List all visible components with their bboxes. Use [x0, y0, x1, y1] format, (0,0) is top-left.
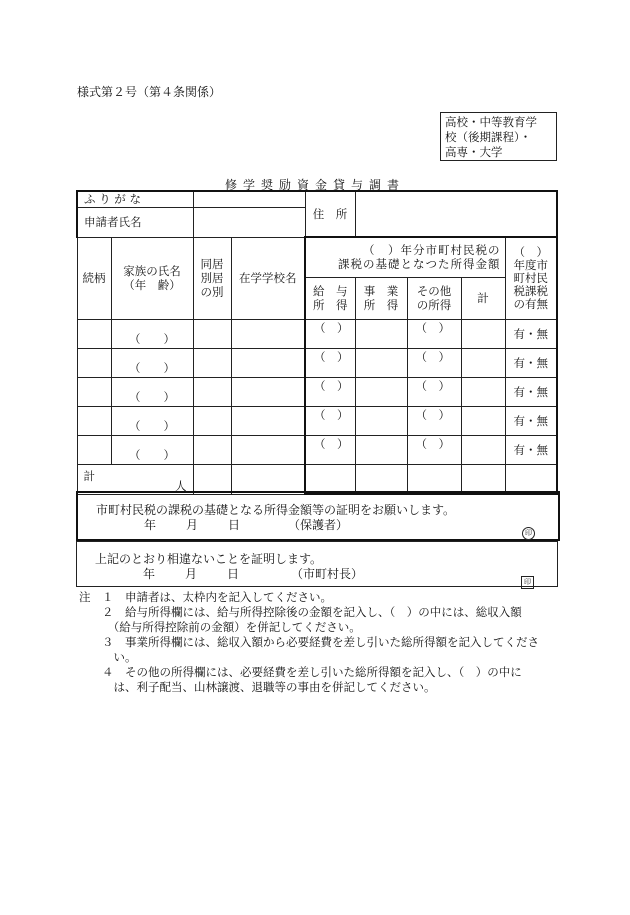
relation-header: 続柄 [77, 237, 111, 319]
salary-cell[interactable] [305, 377, 355, 406]
address-label: 住 所 [305, 191, 355, 237]
total-salary-cell[interactable] [305, 464, 355, 494]
total-family-cell [77, 464, 193, 494]
school-cell[interactable] [231, 319, 305, 348]
school-type-line: 校（後期課程）・ [445, 130, 532, 144]
note-line: は、利子配当、山林譲渡、退職等の事由を併記してください。 [79, 680, 436, 694]
relation-cell[interactable] [77, 377, 111, 406]
guardian-request-text: 市町村民税の課税の基礎となる所得金額等の証明をお願いします。 [96, 503, 456, 517]
cohabit-line: 別居 [200, 271, 224, 285]
total-cell[interactable] [461, 435, 505, 464]
other-paren: （ ） [415, 378, 450, 393]
document-title: 修学奨励資金貸与調書 [224, 178, 405, 192]
form-number-label: 様式第２号（第４条関係） [77, 85, 222, 99]
total-cohabit-cell [193, 464, 231, 494]
income-header-line: （ ）年分市町村民税の [363, 243, 501, 258]
cohabit-cell[interactable] [193, 348, 231, 377]
total-sum-cell[interactable] [461, 464, 505, 494]
other-income-header [407, 277, 461, 319]
salary-cell[interactable] [305, 348, 355, 377]
school-type-line: 高専・大学 [445, 145, 503, 159]
table-row [77, 435, 557, 464]
salary-cell[interactable] [305, 435, 355, 464]
business-line: 所 得 [363, 298, 399, 312]
relation-cell[interactable] [77, 348, 111, 377]
other-paren: （ ） [415, 320, 450, 335]
school-cell[interactable] [231, 348, 305, 377]
note-line: （給与所得控除前の金額）を併記してください。 [79, 620, 361, 634]
cohabit-line: の別 [200, 285, 224, 299]
salary-cell[interactable] [305, 319, 355, 348]
cohabit-cell[interactable] [193, 319, 231, 348]
tax-yesno-cell[interactable]: 有・無 [505, 377, 557, 406]
tax-yesno-cell[interactable]: 有・無 [505, 348, 557, 377]
business-line: 事 業 [363, 284, 399, 298]
tax-yesno-cell[interactable]: 有・無 [505, 435, 557, 464]
relation-cell[interactable] [77, 406, 111, 435]
total-cell[interactable] [461, 348, 505, 377]
table-row [77, 377, 557, 406]
business-cell[interactable] [355, 319, 407, 348]
person-unit: 人 [175, 478, 187, 493]
salary-line: 給 与 [313, 284, 348, 298]
total-cell[interactable] [461, 319, 505, 348]
income-header-line: 課税の基礎となつた所得金額 [338, 257, 501, 272]
other-paren: （ ） [415, 349, 450, 364]
total-cell[interactable] [461, 406, 505, 435]
school-cell[interactable] [231, 435, 305, 464]
salary-paren: （ ） [314, 407, 349, 422]
note-line: ３ 事業所得欄には、総収入額から必要経費を差し引いた総所得額を記入してくださ [79, 635, 539, 649]
other-paren: （ ） [415, 407, 450, 422]
tax-header-line: 町村民 [513, 270, 548, 285]
other-cell[interactable] [407, 348, 461, 377]
mayor-seal-icon: 印 [521, 569, 534, 589]
tax-header-line: 年度市 [513, 257, 548, 272]
guardian-seal-icon: 印 [522, 520, 535, 540]
school-name-header: 在学学校名 [231, 237, 305, 319]
other-line: その他 [416, 284, 452, 298]
business-cell[interactable] [355, 377, 407, 406]
age-paren: （ ） [129, 389, 175, 404]
table-row [77, 319, 557, 348]
relation-cell[interactable] [77, 319, 111, 348]
total-school-cell [231, 464, 305, 494]
tax-status-header [505, 237, 557, 319]
cohabit-cell[interactable] [193, 377, 231, 406]
table-row [77, 348, 557, 377]
family-name-cell[interactable] [111, 319, 193, 348]
tax-header-line: 税課税 [513, 283, 548, 298]
mayor-role: （市町村長） [291, 567, 364, 581]
salary-income-header [305, 277, 355, 319]
other-line: の所得 [416, 298, 452, 312]
family-age-label: （年 齢） [123, 278, 181, 292]
note-line: 注 １ 申請者は、太枠内を記入してください。 [79, 590, 332, 604]
age-paren: （ ） [129, 418, 175, 433]
salary-paren: （ ） [314, 436, 349, 451]
family-name-cell[interactable] [111, 377, 193, 406]
salary-paren: （ ） [314, 378, 349, 393]
family-name-header [111, 237, 193, 319]
other-paren: （ ） [415, 436, 450, 451]
total-cell[interactable] [461, 377, 505, 406]
total-label: 計 [83, 468, 95, 483]
salary-line: 所 得 [313, 298, 348, 312]
applicant-name-label: 申請者氏名 [77, 207, 193, 237]
other-cell[interactable] [407, 435, 461, 464]
family-name-cell[interactable] [111, 406, 193, 435]
mayor-certification-box [76, 541, 558, 587]
mayor-certification-text: 上記のとおり相違ないことを証明します。 [95, 552, 323, 566]
total-other-cell[interactable] [407, 464, 461, 494]
furigana-field[interactable] [193, 191, 305, 207]
salary-cell[interactable] [305, 406, 355, 435]
guardian-role: （保護者） [288, 518, 349, 532]
age-paren: （ ） [129, 447, 175, 462]
cohabit-cell[interactable] [193, 435, 231, 464]
tax-header-line: の有無 [513, 296, 548, 311]
business-cell[interactable] [355, 435, 407, 464]
note-line: い。 [79, 650, 137, 664]
note-line: ４ その他の所得欄には、必要経費を差し引いた総所得額を記入し、（ ）の中に [79, 665, 522, 679]
business-income-header [355, 277, 407, 319]
address-field[interactable] [355, 191, 557, 237]
other-cell[interactable] [407, 406, 461, 435]
other-cell[interactable] [407, 319, 461, 348]
total-tax-cell[interactable] [505, 464, 557, 494]
tax-yesno-cell[interactable]: 有・無 [505, 406, 557, 435]
cohabit-cell[interactable] [193, 406, 231, 435]
note-line: ２ 給与所得欄には、給与所得控除後の金額を記入し、（ ）の中には、総収入額 [79, 605, 522, 619]
tax-header-line: （ ） [513, 244, 548, 259]
salary-paren: （ ） [314, 320, 349, 335]
income-total-header: 計 [461, 277, 505, 319]
cohabit-header [193, 237, 231, 319]
total-business-cell[interactable] [355, 464, 407, 494]
family-name-label: 家族の氏名 [123, 264, 181, 278]
family-name-cell[interactable] [111, 348, 193, 377]
age-paren: （ ） [129, 360, 175, 375]
school-cell[interactable] [231, 377, 305, 406]
school-type-line: 高校・中等教育学 [445, 115, 537, 129]
age-paren: （ ） [129, 331, 175, 346]
relation-cell[interactable] [77, 435, 111, 464]
furigana-label: ふ り が な [77, 191, 193, 207]
school-cell[interactable] [231, 406, 305, 435]
applicant-name-field[interactable] [193, 207, 305, 237]
total-row [77, 464, 557, 494]
salary-paren: （ ） [314, 349, 349, 364]
other-cell[interactable] [407, 377, 461, 406]
table-row [77, 406, 557, 435]
guardian-request-box [76, 491, 560, 541]
business-cell[interactable] [355, 348, 407, 377]
business-cell[interactable] [355, 406, 407, 435]
school-type-box [440, 112, 557, 161]
guardian-date[interactable]: 年 月 日 [144, 518, 243, 532]
family-name-cell[interactable] [111, 435, 193, 464]
cohabit-line: 同居 [200, 257, 224, 271]
notes-section [79, 590, 559, 695]
tax-yesno-cell[interactable]: 有・無 [505, 319, 557, 348]
income-header [305, 237, 505, 277]
investigation-table [76, 190, 558, 495]
mayor-date[interactable]: 年 月 日 [143, 567, 242, 581]
